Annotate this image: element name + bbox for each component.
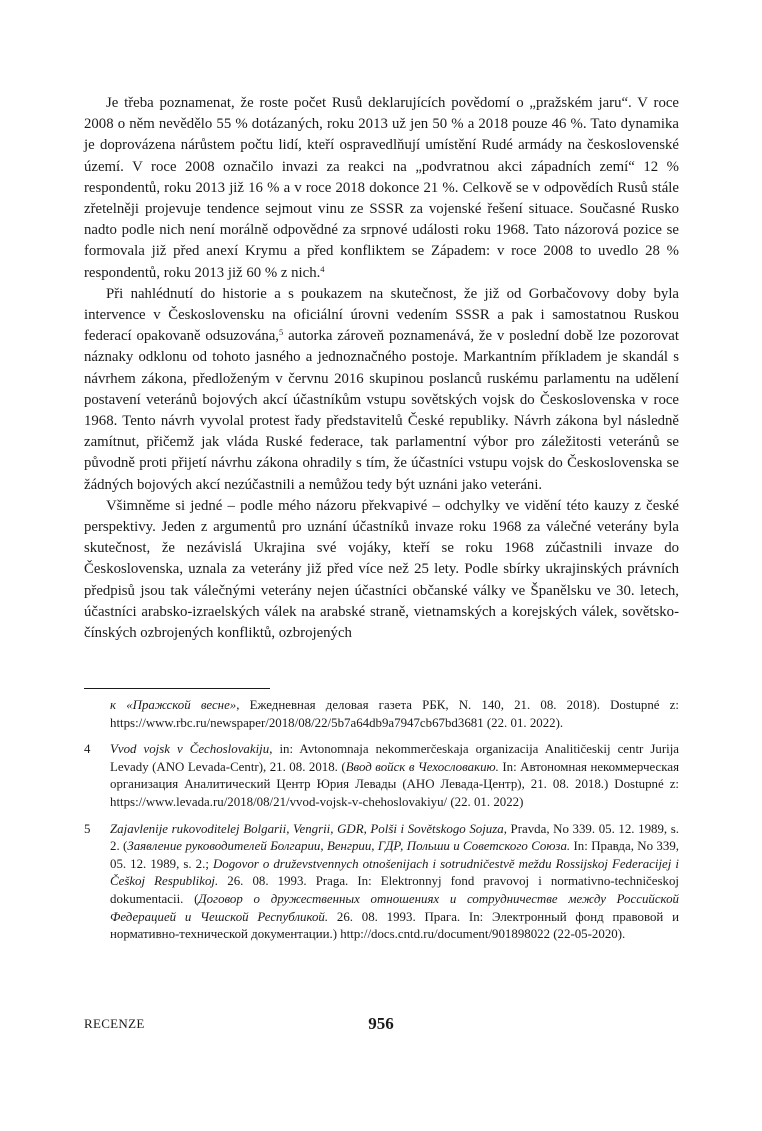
footnote-5-treaty-title: Dogovor o druževstvennych otnošenijach i sotrudničestvě meždu Rossijskoj Federacijej i Češkoj Respublikoj. bbox=[110, 856, 679, 889]
footnote-cont-text: , Ежедневная деловая газета РБК, N. 140, 21. 08. 2018). Dostupné z: https://www.rbc.ru/newspaper/2018/08/22/5b7a64db9a7947cb67bd3681 (22. 01. 2022). bbox=[110, 698, 679, 730]
footnote-4-number: 4 bbox=[84, 742, 91, 757]
paragraph-2 bbox=[84, 284, 679, 496]
footnotes bbox=[84, 697, 679, 953]
footnote-4-text-a: , in: Avtonomnaja nekommerčeskaja organizacija Analitičeskij centr Jurija Levady (ANO Levada-Centr), 21. 08. 2018. ( bbox=[110, 742, 680, 774]
paragraph-3-text: Všimněme si jedné – podle mého názoru překvapivé – odchylky ve vidění této kauzy z české perspektivy. Jeden z argumentů pro uznání účastníků invaze roku 1968 za válečné veterány byla skutečnost, že nezávislá Ukrajina své vojáky, kteří se roku 1968 zúčastnili invaze do Československa, uznala za veterány již před více než 25 lety. Podle sbírky ukrajinských právních předpisů jsou tak válečnými veterány nejen účastníci občanské války ve Španělsku ve 30. letech, účastníci arabsko-izraelských válek na arabské straně, vietnamských a korejských válek, sovětsko-čínských ozbrojených konfliktů, ozbrojených bbox=[84, 497, 679, 642]
footnote-5-treaty-title-ru: Договор о дружественных отношениях и сотрудничестве между Российской Федерацией и Чешской Республикой. bbox=[110, 891, 679, 924]
section-label: RECENZE bbox=[84, 1016, 145, 1031]
paragraph-1-text: Je třeba poznamenat, že roste počet Rusů deklarujících povědomí o „pražském jaru“. V roce 2008 o něm nevědělo 55 % dotázaných, roku 2013 už jen 50 % a 2018 pouze 46 %. Tato dynamika je doprovázena nárůstem počtu lidí, kteří ospravedlňují umístění Rudé armády na československé území. V roce 2008 označilo invazi za reakci na „podvratnou akci západních zemí“ 12 % respondentů, roku 2013 již 16 % a v roce 2018 dokonce 21 %. Celkově se v odpovědích Rusů stále zřetelněji projevuje tendence sejmout vinu ze SSSR za vojenské řešení situace. Současné Rusko nadto podle nich není morálně odpovědné za srpnové události roku 1968. Tato názorová pozice se formovala již před anexí Krymu a před konfliktem se Západem: v roce 2008 to uvedlo 28 % respondentů, roku 2013 již 60 % z nich. bbox=[84, 95, 679, 281]
footnote-4-text-b: In: Автономная некоммерческая организация Аналитический Центр Юрия Левады (АНО Левада-Центр), 21. 08. 2018.) Dostupné z: https://www.levada.ru/2018/08/21/vvod-vojsk-v-chehoslovakiyu/ (22. 01. 2022) bbox=[110, 759, 679, 809]
paragraph-1 bbox=[84, 93, 679, 284]
footnote-divider bbox=[84, 688, 270, 689]
paragraph-2-text-start: Při nahlédnutí do historie a s poukazem na skutečnost, že již od Gorbačovovy doby byla intervence v Československu na oficiální úrovni vedením SSSR a pak i samostatnou Ruskou federací opakovaně odsuzována, bbox=[84, 285, 679, 345]
footnote-4-title-ru: Ввод войск в Чехословакию. bbox=[345, 759, 499, 774]
footnote-cont-italic: к «Пражской весне» bbox=[110, 698, 237, 712]
footnote-ref-4: 4 bbox=[320, 263, 325, 274]
paragraph-3 bbox=[84, 496, 679, 644]
footnote-5-text-b: In: Правда, No 339, 05. 12. 1989, s. 2.; bbox=[110, 839, 679, 871]
footnote-5 bbox=[84, 821, 679, 944]
footnote-5-text-d: 26. 08. 1993. Прага. In: Электронный фонд правовой и нормативно-технической документации.) http://docs.cntd.ru/document/901898022 (22-05-2020). bbox=[110, 909, 679, 942]
footnote-5-number: 5 bbox=[84, 821, 91, 836]
footnote-5-text-c: 26. 08. 1993. Praga. In: Elektronnyj fond pravovoj i normativno-techničeskoj dokumentacii. ( bbox=[110, 874, 679, 906]
main-text bbox=[84, 93, 679, 644]
footnote-4 bbox=[84, 741, 679, 811]
footnote-5-text-a: , Pravda, No 339. 05. 12. 1989, s. 2. ( bbox=[110, 821, 679, 854]
footnote-4-title: Vvod vojsk v Čechoslovakiju bbox=[110, 742, 270, 757]
footnote-continuation bbox=[84, 697, 679, 732]
page-number: 956 bbox=[368, 1014, 394, 1033]
footnote-ref-5: 5 bbox=[278, 327, 284, 338]
footnote-5-title: Zajavlenije rukovoditelej Bolgarii, Vengrii, GDR, Polši i Sovětskogo Sojuza bbox=[110, 821, 504, 836]
footnote-5-title-ru: Заявление руководителей Болгарии, Венгрии, ГДР, Польши и Советского Союза. bbox=[127, 839, 571, 854]
paragraph-2-text-end: autorka zároveň poznamenává, že v poslední době lze pozorovat náznaky odklonu od tohoto jasného a jednoznačného postoje. Markantním příkladem je skandál s návrhem zákona, předloženým v červnu 2016 skupinou poslanců ruskému parlamentu na udělení postavení veteránů bojových akcí účastníkům vstupu sovětských vojsk do Československa v roce 1968. Tento návrh vyvolal protest řady představitelů České republiky. Návrh zákona byl následně zamítnut, přičemž jak vláda Ruské federace, tak parlamentní výbor pro záležitosti veteránů se původně proti přijetí návrhu zákona ohradily s tím, že účastníci vstupu vojsk do Československa se žádných bojových akcí nezúčastnili a nemůžou tedy být uznáni jako veteráni. bbox=[84, 328, 679, 493]
